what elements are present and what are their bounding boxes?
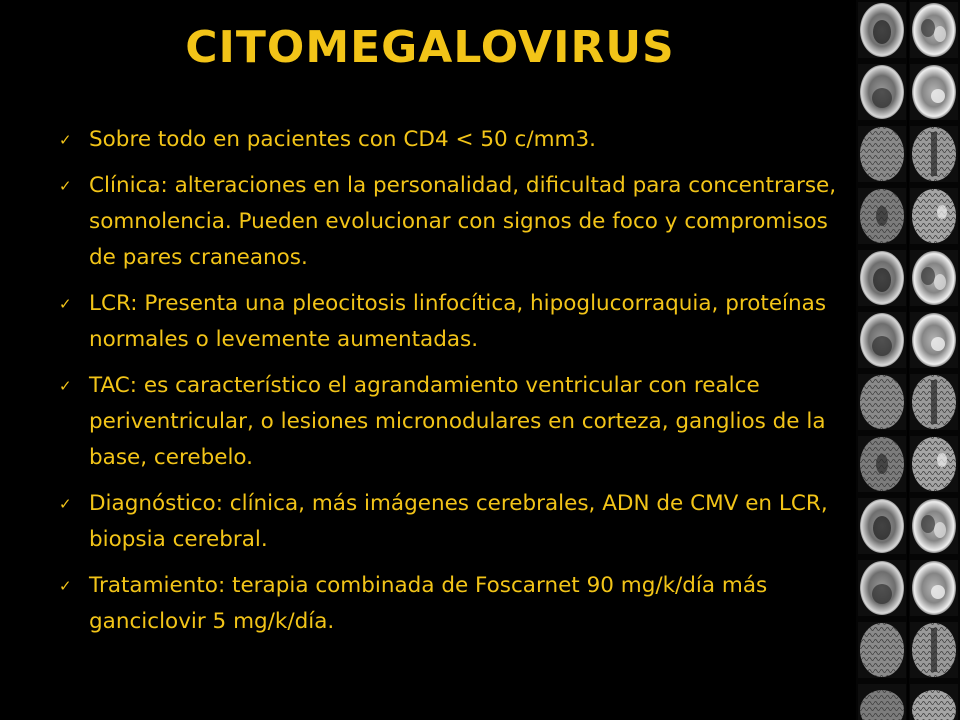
checkmark-icon: ✓ — [59, 177, 72, 195]
checkmark-icon: ✓ — [59, 131, 72, 149]
bullet-text: Diagnóstico: clínica, más imágenes cerebrales, ADN de CMV en LCR, biopsia cerebral. — [89, 491, 828, 552]
checkmark-icon: ✓ — [59, 495, 72, 513]
bullet-item — [56, 168, 841, 276]
bullet-text: Sobre todo en pacientes con CD4 < 50 c/mm3. — [89, 127, 596, 152]
bullet-item — [56, 568, 841, 640]
bullet-item — [56, 286, 841, 358]
mri-image-strip — [856, 0, 960, 720]
bullet-text: LCR: Presenta una pleocitosis linfocítica, hipoglucorraquia, proteínas normales o levemente aumentadas. — [89, 291, 827, 352]
bullet-text: Clínica: alteraciones en la personalidad, dificultad para concentrarse, somnolencia. Pueden evolucionar con signos de foco y compromisos de pares craneanos. — [89, 173, 837, 270]
bullet-item — [56, 368, 841, 476]
brain-mri-scan-icon — [856, 0, 960, 720]
bullet-list — [56, 122, 841, 650]
slide-title: CITOMEGALOVIRUS — [185, 22, 675, 73]
checkmark-icon: ✓ — [59, 377, 72, 395]
bullet-item — [56, 122, 841, 158]
bullet-text: TAC: es característico el agrandamiento ventricular con realce periventricular, o lesiones micronodulares en corteza, ganglios de la base, cerebelo. — [89, 373, 826, 470]
checkmark-icon: ✓ — [59, 295, 72, 313]
checkmark-icon: ✓ — [59, 577, 72, 595]
bullet-text: Tratamiento: terapia combinada de Foscarnet 90 mg/k/día más ganciclovir 5 mg/k/día. — [89, 573, 768, 634]
bullet-item — [56, 486, 841, 558]
